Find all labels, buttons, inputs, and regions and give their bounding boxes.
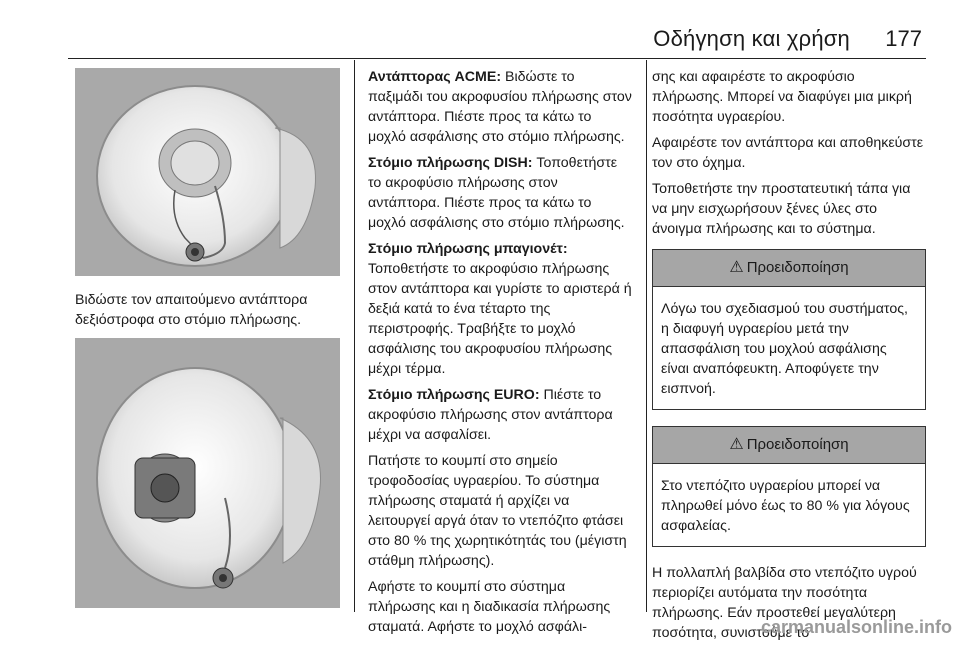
warning-box-1 (652, 249, 926, 410)
paragraph-dish: Στόμιο πλήρωσης DISH: Τοποθετήστε το ακροφύσιο πλήρωσης στον αντάπτορα. Πιέστε προς τα κάτω το μοχλό ασφάλισης στο στόμιο πλήρωσης. (368, 155, 625, 231)
paragraph-acme: Αντάπτορας ACME: Βιδώστε το παξιμάδι του ακροφυσίου πλήρωσης στον αντάπτορα. Πιέστε προς τα κάτω το μοχλό ασφάλισης στο στόμιο πλήρωσης. (368, 69, 632, 145)
warning-header-1: ⚠ Προειδοποίηση (653, 250, 925, 287)
paragraph-bayonet: Στόμιο πλήρωσης μπαγιονέτ: Τοποθετήστε το ακροφύσιο πλήρωσης στον αντάπτορα και γυρίστε το αριστερά ή δεξιά κατά το ένα τέταρτο της περιστροφής. Τραβήξτε το μοχλό ασφάλισης του ακροφυσίου πλήρωσης μέχρι τέρμα. (368, 241, 632, 377)
column-divider-1 (354, 60, 355, 612)
column-divider-2 (646, 60, 647, 612)
middle-column (368, 67, 632, 643)
warning-text-2: Στο ντεπόζιτο υγραερίου μπορεί να πληρωθεί μόνο έως το 80 % για λόγους ασφαλείας. (661, 478, 910, 534)
warning-triangle-icon: ⚠ (729, 436, 744, 453)
warning-text-1: Λόγω του σχεδιασμού του συστήματος, η διαφυγή υγραερίου μετά την απασφάλιση του μοχλού ασφάλισης είναι αναπόφευκτη. Αποφύγετε την εισπνοή. (661, 301, 908, 397)
warning-header-2: ⚠ Προειδοποίηση (653, 427, 925, 464)
paragraph-protective-cap: Τοποθετήστε την προστατευτική τάπα για να μην εισχωρήσουν ξένες ύλες στο άνοιγμα πλήρωσης και το σύστημα. (652, 181, 911, 237)
figure-caption: Βιδώστε τον απαιτούμενο αντάπτορα δεξιόστροφα στο στόμιο πλήρωσης. (75, 292, 308, 328)
paragraph-press-button: Πατήστε το κουμπί στο σημείο τροφοδοσίας υγραερίου. Το σύστημα πλήρωσης σταματά ή αρχίζει να λειτουργεί αργά όταν το ντεπόζιτο φτάσει στο 80 % της χωρητικότητάς του (μέγιστη στάθμη πλήρωσης). (368, 453, 627, 569)
paragraph-release-button: Αφήστε το κουμπί στο σύστημα πλήρωσης και η διαδικασία πλήρωσης σταματά. Αφήστε το μοχλό ασφάλι- (368, 579, 611, 635)
warning-triangle-icon: ⚠ (729, 259, 744, 276)
right-column (652, 67, 926, 649)
figure-fuel-cap-2 (75, 338, 340, 608)
paragraph-store-adapter: Αφαιρέστε τον αντάπτορα και αποθηκεύστε τον στο όχημα. (652, 135, 924, 171)
watermark: carmanualsonline.info (760, 617, 952, 637)
paragraph-multivalve: Η πολλαπλή βαλβίδα στο ντεπόζιτο υγρού περιορίζει αυτόματα την ποσότητα πλήρωσης. Εάν προστεθεί μεγαλύτερη ποσότητα, συνιστούμε το (652, 565, 917, 641)
paragraph-euro: Στόμιο πλήρωσης EURO: Πιέστε το ακροφύσιο πλήρωσης στον αντάπτορα μέχρι να ασφαλίσει. (368, 387, 613, 443)
page-number: 177 (885, 26, 922, 51)
header-divider (68, 58, 926, 59)
warning-box-2 (652, 426, 926, 547)
figure-fuel-cap-1 (75, 68, 340, 276)
paragraph-remove-nozzle: σης και αφαιρέστε το ακροφύσιο πλήρωσης. Μπορεί να διαφύγει μια μικρή ποσότητα υγραερίου. (652, 69, 912, 125)
page-title: Οδήγηση και χρήση (653, 26, 850, 51)
